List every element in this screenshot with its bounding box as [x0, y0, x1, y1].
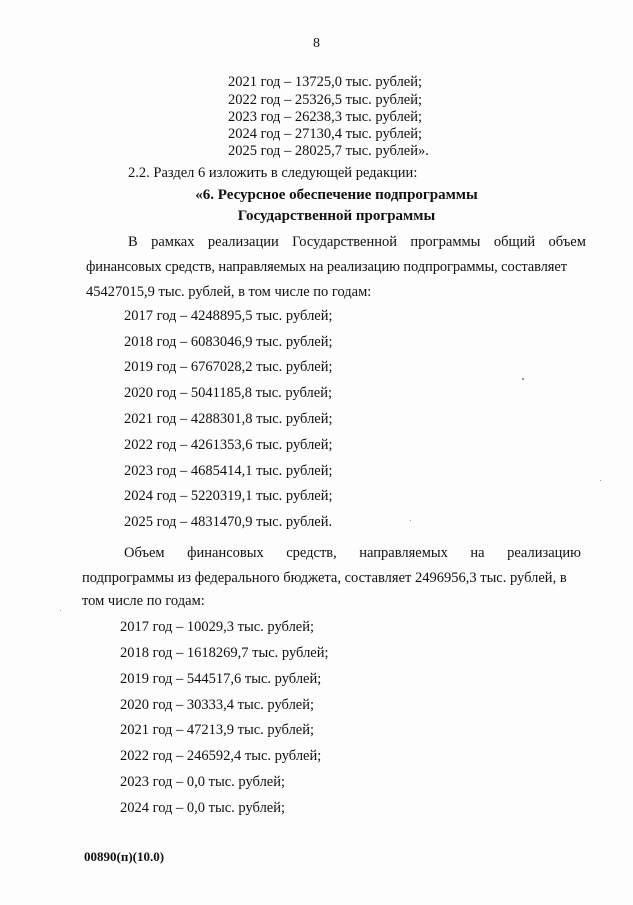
scan-speck [522, 378, 524, 380]
page-number: 8 [313, 36, 320, 51]
top-year-line: 2025 год – 28025,7 тыс. рублей». [228, 143, 429, 159]
section-heading-line1: «6. Ресурсное обеспечение подпрограммы [195, 187, 478, 203]
total-year-line: 2023 год – 4685414,1 тыс. рублей; [124, 463, 333, 479]
scan-speck [60, 610, 61, 611]
section-heading-line2: Государственной программы [237, 208, 436, 224]
federal-year-line: 2023 год – 0,0 тыс. рублей; [120, 774, 286, 790]
federal-year-line: 2022 год – 246592,4 тыс. рублей; [120, 748, 322, 764]
total-year-line: 2024 год – 5220319,1 тыс. рублей; [124, 488, 333, 504]
federal-year-line: 2021 год – 47213,9 тыс. рублей; [120, 722, 315, 738]
total-year-line: 2017 год – 4248895,5 тыс. рублей; [124, 308, 333, 324]
top-year-line: 2021 год – 13725,0 тыс. рублей; [228, 74, 423, 90]
top-year-line: 2024 год – 27130,4 тыс. рублей; [228, 126, 423, 142]
top-year-line: 2023 год – 26238,3 тыс. рублей; [228, 109, 423, 125]
intro-paragraph-line1: В рамках реализации Государственной программы общий объем [128, 234, 586, 250]
document-footer-code: 00890(п)(10.0) [84, 849, 165, 864]
total-year-line: 2021 год – 4288301,8 тыс. рублей; [124, 411, 333, 427]
scan-speck [600, 480, 601, 481]
total-year-line: 2019 год – 6767028,2 тыс. рублей; [124, 359, 333, 375]
federal-paragraph-line3: том числе по годам: [82, 593, 205, 609]
scan-speck [410, 520, 411, 521]
intro-paragraph-line2: финансовых средств, направляемых на реализацию подпрограммы, составляет [86, 259, 567, 275]
federal-paragraph-line1: Объем финансовых средств, направляемых на реализацию [124, 545, 581, 561]
federal-year-line: 2018 год – 1618269,7 тыс. рублей; [120, 645, 329, 661]
top-year-line: 2022 год – 25326,5 тыс. рублей; [228, 92, 423, 108]
intro-paragraph-line3: 45427015,9 тыс. рублей, в том числе по годам: [86, 284, 372, 300]
section-instruction: 2.2. Раздел 6 изложить в следующей редакции: [128, 165, 418, 181]
total-year-line: 2020 год – 5041185,8 тыс. рублей; [124, 385, 332, 401]
federal-year-line: 2024 год – 0,0 тыс. рублей; [120, 800, 286, 816]
total-year-line: 2022 год – 4261353,6 тыс. рублей; [124, 437, 333, 453]
total-year-line: 2018 год – 6083046,9 тыс. рублей; [124, 334, 333, 350]
total-year-line: 2025 год – 4831470,9 тыс. рублей. [124, 514, 333, 530]
federal-year-line: 2017 год – 10029,3 тыс. рублей; [120, 619, 315, 635]
federal-paragraph-line2: подпрограммы из федерального бюджета, составляет 2496956,3 тыс. рублей, в [82, 570, 567, 586]
federal-year-line: 2019 год – 544517,6 тыс. рублей; [120, 671, 322, 687]
federal-year-line: 2020 год – 30333,4 тыс. рублей; [120, 697, 315, 713]
